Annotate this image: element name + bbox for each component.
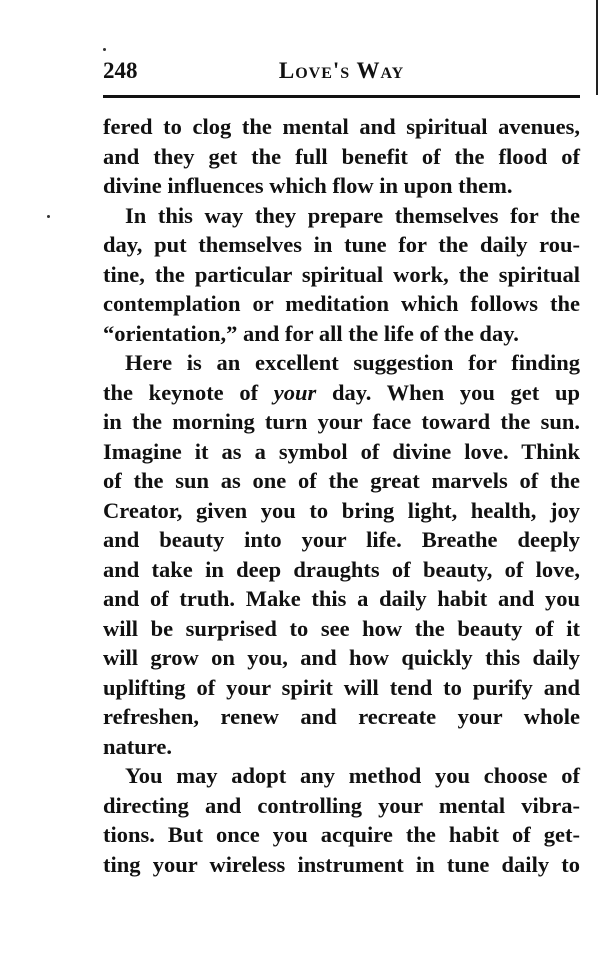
page-body (103, 112, 580, 879)
text-line: Imagine it as a symbol of divine love. Think (103, 438, 580, 464)
text-line: divine influences which flow in upon them. (103, 173, 513, 198)
text-line: in the morning turn your face toward the sun. (103, 409, 580, 434)
paragraph (103, 201, 580, 349)
text-line: and they get the full benefit of the flood of (103, 143, 580, 169)
text-line: In this way they prepare themselves for the (125, 202, 580, 228)
page-number: 248 (103, 58, 138, 83)
text-line: and of truth. Make this a daily habit and you (103, 586, 580, 611)
text-line: will grow on you, and how quickly this daily (103, 645, 580, 670)
emphasis: your (273, 379, 317, 405)
text-line: and beauty into your life. Breathe deeply (103, 527, 580, 552)
text-line: and take in deep draughts of beauty, of love, (103, 556, 580, 582)
text-line: nature. (103, 733, 172, 759)
text-line: “orientation,” and for all the life of the day. (103, 320, 519, 346)
text-line: refreshen, renew and recreate your whole (103, 704, 580, 729)
header-rule (103, 95, 580, 98)
scan-speck (103, 48, 106, 51)
paragraph (103, 761, 580, 879)
page-header (103, 58, 580, 88)
text-line: tine, the particular spiritual work, the spiritual (103, 261, 580, 287)
text-line: day, put themselves in tune for the daily rou- (103, 232, 580, 257)
text-line: will be surprised to see how the beauty of it (103, 615, 580, 641)
text-line: tions. But once you acquire the habit of get- (103, 822, 580, 847)
paragraph (103, 112, 580, 201)
text-line: You may adopt any method you choose of (125, 763, 580, 788)
text-line: fered to clog the mental and spiritual avenues, (103, 114, 580, 139)
text-line: ting your wireless instrument in tune daily to (103, 851, 580, 877)
page-edge (596, 0, 598, 95)
text-line: uplifting of your spirit will tend to purify and (103, 674, 580, 700)
text-line: Creator, given you to bring light, health, joy (103, 497, 580, 523)
text-line: the keynote of your day. When you get up (103, 379, 580, 405)
paragraph (103, 348, 580, 761)
running-title: Love's Way (278, 58, 405, 83)
text-line: Here is an excellent suggestion for finding (125, 350, 580, 375)
text-line: contemplation or meditation which follows the (103, 291, 580, 316)
scan-speck (47, 215, 50, 218)
text-line: directing and controlling your mental vibra- (103, 792, 580, 818)
text-line: of the sun as one of the great marvels of the (103, 468, 580, 493)
